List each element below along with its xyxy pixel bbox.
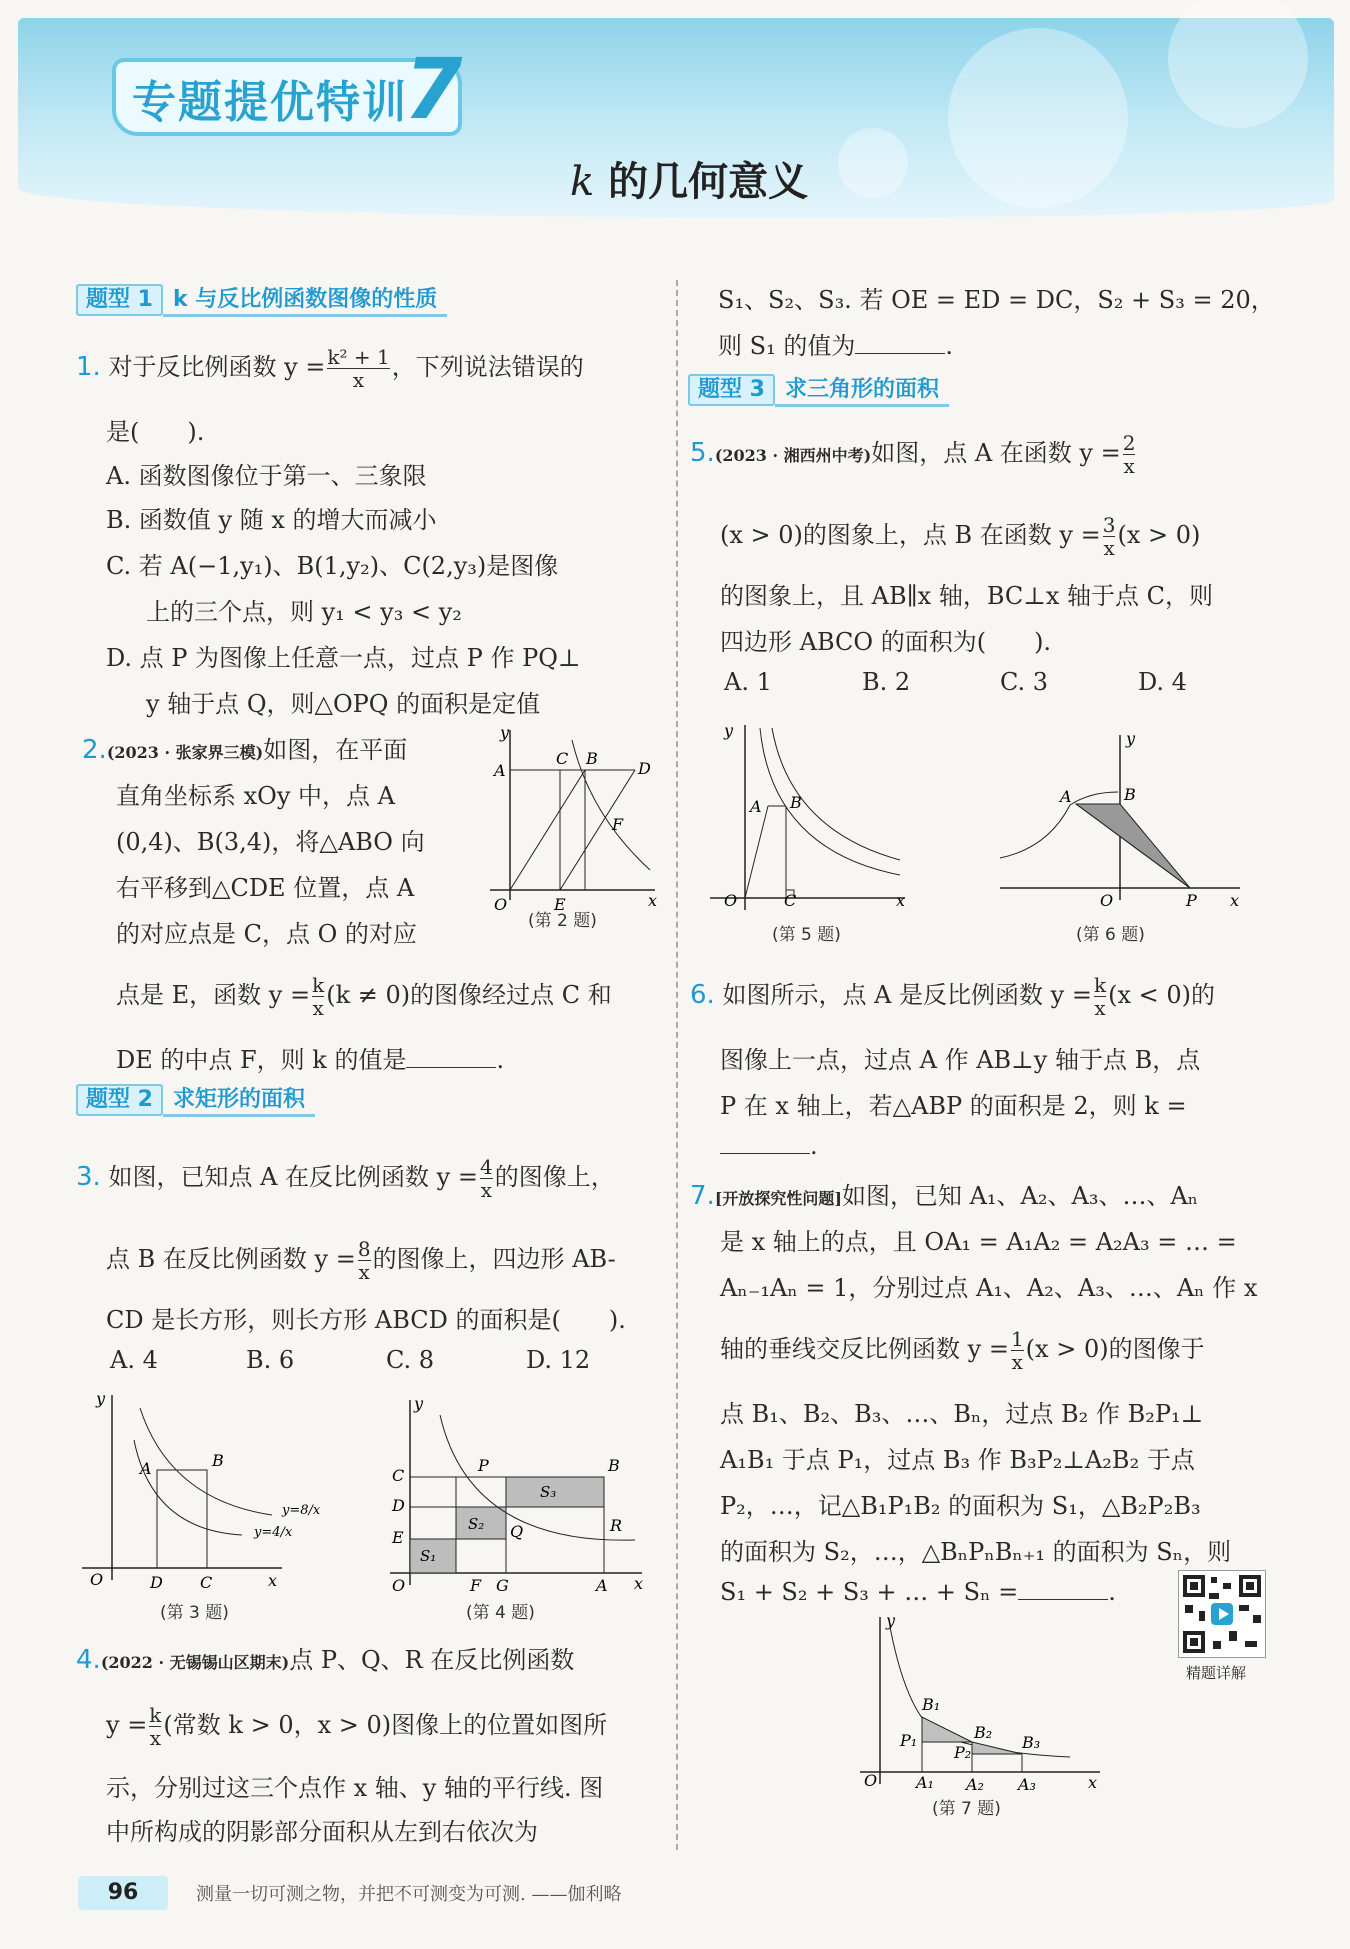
q2-source: (2023 · 张家界三模) — [106, 743, 264, 762]
q1-option-b: B. 函数值 y 随 x 的增大而减小 — [106, 506, 437, 534]
svg-text:D: D — [150, 1573, 163, 1592]
q4-caption: (第 4 题) — [466, 1603, 535, 1623]
section-name: k 与反比例函数图像的性质 — [163, 286, 447, 317]
q6-caption: (第 6 题) — [1076, 925, 1145, 945]
fraction-numerator: 2 — [1122, 431, 1136, 455]
q3-curve-label-4: y=4/x — [254, 1525, 293, 1540]
svg-text:D: D — [638, 759, 651, 778]
q4-line-1 — [76, 1640, 574, 1675]
q7-line-4a: 轴的垂线交反比例函数 y = — [720, 1335, 1009, 1363]
svg-text:S₁: S₁ — [420, 1547, 437, 1565]
q7-line-9-text: S₁ + S₂ + S₃ + … + Sₙ = — [720, 1578, 1019, 1606]
svg-text:F: F — [612, 815, 624, 834]
q5-figure — [710, 720, 910, 910]
q5-source: (2023 · 湘西州中考) — [714, 446, 872, 465]
q7-line-5: 点 B₁、B₂、B₃、…、Bₙ，过点 B₂ 作 B₂P₁⊥ — [720, 1400, 1204, 1428]
fraction-numerator: 4 — [479, 1155, 493, 1179]
q4-text: 点 P、Q、R 在反比例函数 — [289, 1646, 575, 1674]
svg-text:y: y — [96, 1389, 106, 1408]
footer-quote: 测量一切可测之物，并把不可测变为可测. ——伽利略 — [196, 1884, 622, 1905]
q5-line-1 — [690, 432, 1137, 477]
q5-fraction-1 — [1123, 432, 1136, 477]
topic-tag: 专题提优特训 — [132, 77, 408, 128]
q2-line-7-text: DE 的中点 F，则 k 的值是 — [116, 1046, 407, 1074]
svg-text:A: A — [596, 1576, 608, 1595]
q3-option-b: B. 6 — [246, 1346, 295, 1374]
svg-text:A₃: A₃ — [1018, 1775, 1036, 1794]
svg-text:C: C — [392, 1466, 405, 1485]
q2-period: . — [496, 1046, 505, 1074]
section-name: 求矩形的面积 — [163, 1086, 315, 1117]
svg-text:B: B — [1124, 785, 1136, 804]
svg-text:y: y — [724, 721, 734, 740]
q7-line-2: 是 x 轴上的点，且 OA₁ = A₁A₂ = A₂A₃ = … = — [720, 1228, 1237, 1256]
fraction-denominator: x — [1094, 996, 1106, 1020]
q7-line-4 — [720, 1328, 1205, 1373]
q1-stem-a: 对于反比例函数 y = — [108, 353, 326, 381]
svg-text:P: P — [478, 1456, 489, 1475]
q5-line-2 — [720, 514, 1200, 559]
q2-line-3: (0,4)、B(3,4)，将△ABO 向 — [116, 828, 425, 856]
svg-text:B: B — [586, 749, 598, 768]
q2-line-6b: (k ≠ 0)的图像经过点 C 和 — [326, 981, 612, 1009]
svg-text:A₂: A₂ — [966, 1775, 984, 1794]
section-number: 题型 1 — [76, 284, 163, 316]
svg-text:O: O — [724, 891, 738, 910]
page-footer — [18, 1866, 1334, 1916]
q2-fraction — [312, 974, 324, 1019]
svg-text:C: C — [556, 749, 569, 768]
question-number: 2. — [82, 735, 107, 765]
column-divider — [676, 280, 678, 1850]
svg-text:A₁: A₁ — [916, 1773, 934, 1792]
fraction-denominator: x — [149, 1726, 161, 1750]
svg-text:x: x — [896, 891, 906, 910]
svg-text:O: O — [392, 1576, 406, 1595]
q4-continued-1: S₁、S₂、S₃. 若 OE = ED = DC，S₂ + S₃ = 20， — [718, 286, 1275, 314]
svg-text:A: A — [750, 797, 762, 816]
q2-line-1 — [82, 730, 407, 765]
q2-text: 如图，在平面 — [263, 736, 408, 764]
svg-text:y: y — [886, 1611, 896, 1630]
q5-line-1a: 如图，点 A 在函数 y = — [871, 439, 1121, 467]
question-number: 3. — [76, 1162, 101, 1192]
section-number: 题型 2 — [76, 1084, 163, 1116]
fraction-numerator: k² + 1 — [327, 345, 390, 369]
q4-continued-2-text: 则 S₁ 的值为 — [718, 332, 856, 360]
q5-line-2a: (x > 0)的图象上，点 B 在函数 y = — [720, 521, 1101, 549]
q2-line-5: 的对应点是 C，点 O 的对应 — [116, 920, 417, 948]
q2-line-2: 直角坐标系 xOy 中，点 A — [116, 782, 395, 810]
svg-text:y: y — [414, 1394, 424, 1413]
q2-caption: (第 2 题) — [528, 911, 597, 931]
answer-blank — [720, 1135, 810, 1154]
fraction-denominator: x — [1011, 1350, 1023, 1374]
q6-line-1b: (x < 0)的 — [1108, 981, 1215, 1009]
q2-figure — [480, 720, 670, 914]
svg-text:P: P — [1186, 891, 1197, 910]
topic-number: 7 — [404, 40, 463, 138]
q7-caption: (第 7 题) — [932, 1799, 1001, 1819]
svg-text:C: C — [200, 1573, 213, 1592]
q1-stem — [76, 346, 584, 391]
svg-text:y: y — [500, 723, 510, 742]
q1-stem-b: ，下列说法错误的 — [391, 353, 584, 381]
question-number: 1. — [76, 352, 101, 382]
question-number: 6. — [690, 980, 715, 1010]
q5-option-d: D. 4 — [1138, 668, 1187, 696]
svg-text:S₂: S₂ — [468, 1515, 485, 1533]
svg-text:E: E — [554, 895, 566, 914]
qr-label: 精题详解 — [1186, 1664, 1247, 1682]
svg-text:P₂: P₂ — [954, 1743, 972, 1762]
svg-text:O: O — [864, 1771, 878, 1790]
q4-line-2a: y = — [106, 1711, 148, 1739]
q4-line-3: 示，分别过这三个点作 x 轴、y 轴的平行线. 图 — [106, 1774, 604, 1802]
q3-option-a: A. 4 — [110, 1346, 158, 1374]
q3-line-1 — [76, 1156, 615, 1201]
q2-line-7 — [116, 1040, 504, 1075]
section-2-header — [76, 1084, 315, 1116]
fraction-denominator: x — [1103, 536, 1115, 560]
q4-figure — [380, 1395, 650, 1595]
q7-line-1 — [690, 1176, 1198, 1211]
q6-line-1a: 如图所示，点 A 是反比例函数 y = — [722, 981, 1092, 1009]
svg-text:O: O — [494, 895, 508, 914]
q5-option-c: C. 3 — [1000, 668, 1049, 696]
svg-text:O: O — [1100, 891, 1114, 910]
q6-figure — [990, 730, 1250, 910]
q7-period: . — [1108, 1578, 1116, 1606]
q4-continued-2 — [718, 326, 953, 361]
q6-line-2: 图像上一点，过点 A 作 AB⊥y 轴于点 B，点 — [720, 1046, 1201, 1074]
q5-line-4: 四边形 ABCO 的面积为( ). — [720, 628, 1052, 656]
fraction-numerator: 1 — [1010, 1327, 1024, 1351]
title-rest: 的几何意义 — [594, 159, 809, 205]
fraction-numerator: 3 — [1102, 513, 1116, 537]
q7-line-9 — [720, 1578, 1116, 1606]
q6-period: . — [810, 1132, 818, 1160]
fraction-denominator: x — [327, 368, 389, 391]
svg-text:G: G — [496, 1576, 509, 1595]
q5-line-2b: (x > 0) — [1117, 521, 1201, 549]
svg-text:E: E — [392, 1528, 404, 1547]
q7-line-7: P₂，…，记△B₁P₁B₂ 的面积为 S₁，△B₂P₂B₃ — [720, 1492, 1201, 1520]
q7-figure — [850, 1612, 1110, 1792]
q4-line-2b: (常数 k > 0，x > 0)图像上的位置如图所 — [163, 1711, 608, 1739]
svg-text:x: x — [1230, 891, 1240, 910]
q7-fraction — [1011, 1328, 1024, 1373]
q3-line-3: CD 是长方形，则长方形 ABCD 的面积是( ). — [106, 1306, 626, 1334]
svg-text:B₂: B₂ — [974, 1723, 993, 1742]
q5-option-a: A. 1 — [724, 668, 772, 696]
fraction-denominator: x — [480, 1178, 492, 1202]
answer-blank — [855, 335, 945, 354]
q4-line-4: 中所构成的阴影部分面积从左到右依次为 — [106, 1818, 538, 1846]
fraction-denominator: x — [312, 996, 324, 1020]
q3-figure — [82, 1389, 321, 1592]
section-1-header — [76, 284, 447, 316]
question-number: 5. — [690, 438, 715, 468]
section-3-header — [688, 374, 949, 406]
q4-line-2 — [106, 1704, 607, 1749]
q3-line-1b: 的图像上， — [494, 1163, 615, 1191]
q2-line-6a: 点是 E，函数 y = — [116, 981, 311, 1009]
q2-line-6 — [116, 974, 612, 1019]
q3-curve-label-8: y=8/x — [282, 1503, 321, 1518]
svg-text:x: x — [634, 1574, 644, 1593]
q3-fraction-1 — [480, 1156, 493, 1201]
svg-text:B: B — [212, 1451, 224, 1470]
answer-blank — [406, 1049, 496, 1068]
fraction-numerator: k — [312, 973, 325, 997]
svg-text:P₁: P₁ — [900, 1731, 918, 1750]
svg-text:B: B — [608, 1456, 620, 1475]
q1-option-d: D. 点 P 为图像上任意一点，过点 P 作 PQ⊥ — [106, 644, 581, 672]
q3-fraction-2 — [358, 1238, 371, 1283]
svg-text:O: O — [90, 1570, 104, 1589]
q6-line-3: P 在 x 轴上，若△ABP 的面积是 2，则 k = — [720, 1092, 1187, 1120]
q7-line-6: A₁B₁ 于点 P₁，过点 B₃ 作 B₃P₂⊥A₂B₂ 于点 — [720, 1446, 1195, 1474]
qr-code[interactable] — [1178, 1570, 1266, 1658]
svg-text:S₃: S₃ — [540, 1483, 557, 1501]
q1-option-d-cont: y 轴于点 Q，则△OPQ 的面积是定值 — [146, 690, 541, 718]
question-number: 7. — [690, 1181, 715, 1211]
q6-line-4 — [720, 1132, 818, 1160]
svg-text:A: A — [1060, 787, 1072, 806]
svg-text:B₁: B₁ — [922, 1695, 941, 1714]
q6-fraction — [1094, 974, 1106, 1019]
svg-text:B: B — [790, 793, 802, 812]
fraction-numerator: k — [149, 1703, 162, 1727]
svg-text:A: A — [494, 761, 506, 780]
section-number: 题型 3 — [688, 374, 775, 406]
q1-fraction — [327, 346, 389, 391]
q3-caption: (第 3 题) — [160, 1603, 229, 1623]
q1-option-c: C. 若 A(−1,y₁)、B(1,y₂)、C(2,y₃)是图像 — [106, 552, 559, 580]
q2-line-4: 右平移到△CDE 位置，点 A — [116, 874, 415, 902]
q5-fraction-2 — [1103, 514, 1116, 559]
q3-line-2 — [106, 1238, 616, 1283]
q5-line-3: 的图象上，且 AB∥x 轴，BC⊥x 轴于点 C，则 — [720, 582, 1214, 610]
svg-text:A: A — [140, 1459, 152, 1478]
fraction-denominator: x — [1123, 454, 1135, 478]
svg-text:C: C — [784, 891, 797, 910]
svg-text:x: x — [1088, 1773, 1098, 1792]
q1-stem-c: 是( ). — [106, 418, 205, 446]
svg-text:x: x — [268, 1571, 278, 1590]
page-number: 96 — [78, 1876, 168, 1910]
svg-text:R: R — [610, 1516, 623, 1535]
q3-option-d: D. 12 — [526, 1346, 591, 1374]
page-title — [570, 150, 808, 207]
q7-line-8: 的面积为 S₂，…，△BₙPₙBₙ₊₁ 的面积为 Sₙ，则 — [720, 1538, 1232, 1566]
title-k: k — [570, 159, 595, 205]
fraction-denominator: x — [358, 1260, 370, 1284]
q3-line-2b: 的图像上，四边形 AB- — [372, 1245, 616, 1273]
q7-text: 如图，已知 A₁、A₂、A₃、…、Aₙ — [841, 1182, 1199, 1210]
q1-option-a: A. 函数图像位于第一、三象限 — [106, 462, 427, 490]
svg-text:y: y — [1126, 729, 1136, 748]
q5-option-b: B. 2 — [862, 668, 911, 696]
q5-caption: (第 5 题) — [772, 925, 841, 945]
q3-line-2a: 点 B 在反比例函数 y = — [106, 1245, 356, 1273]
svg-text:B₃: B₃ — [1022, 1733, 1041, 1752]
section-name: 求三角形的面积 — [775, 376, 949, 407]
svg-text:Q: Q — [510, 1522, 524, 1541]
svg-text:x: x — [648, 891, 658, 910]
svg-text:F: F — [470, 1576, 482, 1595]
q3-option-c: C. 8 — [386, 1346, 435, 1374]
fraction-numerator: 8 — [357, 1237, 371, 1261]
q7-line-4b: (x > 0)的图像于 — [1025, 1335, 1205, 1363]
q4-source: (2022 · 无锡锡山区期末) — [100, 1653, 290, 1672]
svg-text:D: D — [392, 1496, 405, 1515]
q6-line-1 — [690, 974, 1215, 1019]
q3-line-1a: 如图，已知点 A 在反比例函数 y = — [108, 1163, 478, 1191]
q7-source: [开放探究性问题] — [714, 1189, 842, 1208]
q4-fraction — [149, 1704, 161, 1749]
answer-blank — [1018, 1581, 1108, 1600]
fraction-numerator: k — [1093, 973, 1107, 997]
q1-option-c-cont: 上的三个点，则 y₁ < y₃ < y₂ — [146, 598, 462, 626]
q4-period: . — [945, 332, 953, 360]
question-number: 4. — [76, 1645, 101, 1675]
q7-line-3: Aₙ₋₁Aₙ = 1，分别过点 A₁、A₂、A₃、…、Aₙ 作 x — [720, 1274, 1258, 1302]
